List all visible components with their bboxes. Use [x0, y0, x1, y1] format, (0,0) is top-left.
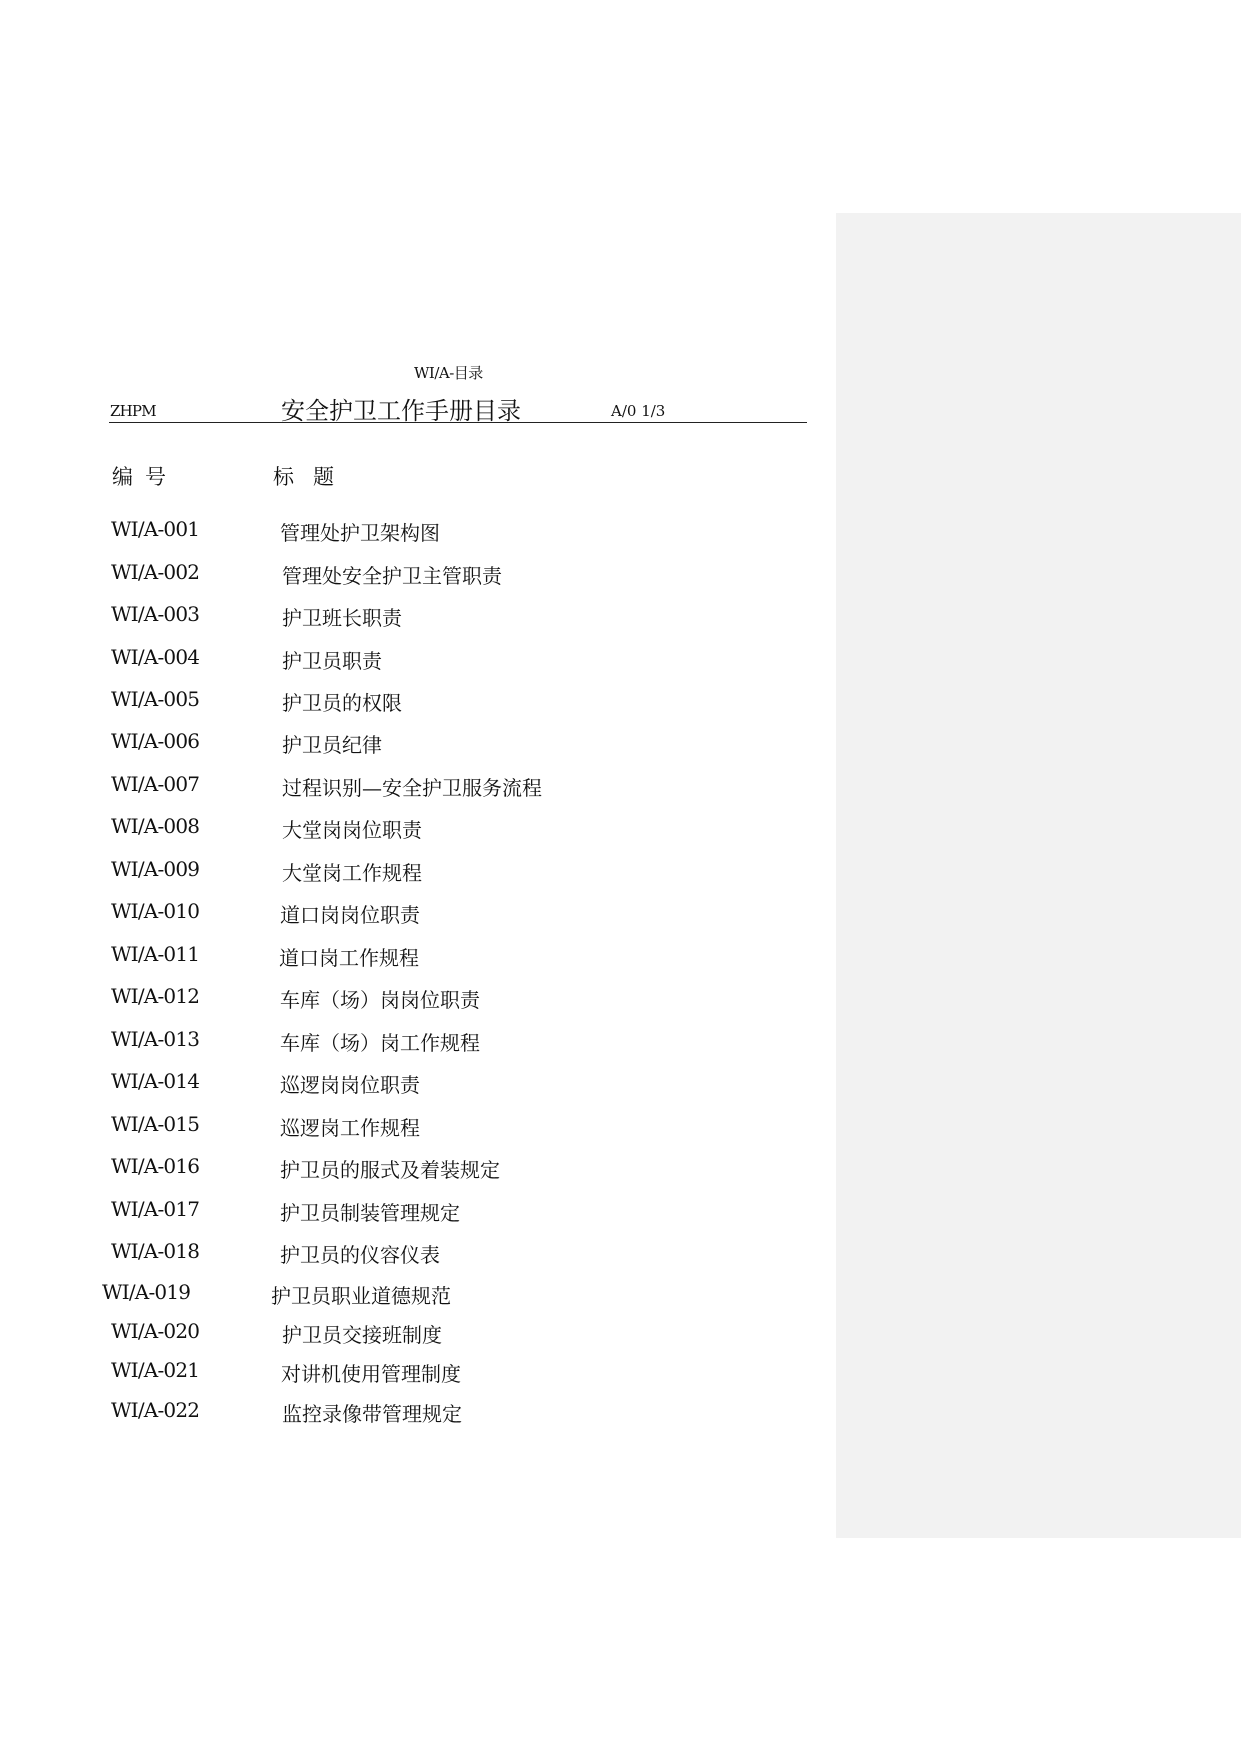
- toc-title: 巡逻岗工作规程: [280, 1116, 420, 1140]
- toc-title: 护卫员交接班制度: [282, 1323, 442, 1347]
- page-title: 安全护卫工作手册目录: [281, 397, 521, 425]
- toc-title: 过程识别—安全护卫服务流程: [282, 776, 542, 800]
- toc-title: 护卫员职责: [282, 649, 382, 673]
- toc-title: 对讲机使用管理制度: [281, 1362, 461, 1386]
- toc-title: 大堂岗工作规程: [282, 861, 422, 885]
- toc-code: WI/A-011: [111, 942, 200, 966]
- toc-code: WI/A-013: [111, 1027, 200, 1051]
- toc-code: WI/A-016: [111, 1154, 200, 1178]
- toc-code: WI/A-003: [111, 602, 200, 626]
- toc-code: WI/A-008: [111, 814, 200, 838]
- toc-code: WI/A-021: [111, 1358, 200, 1382]
- toc-title: 护卫班长职责: [282, 606, 402, 630]
- toc-code: WI/A-006: [111, 729, 200, 753]
- company-code: ZHPM: [110, 402, 156, 420]
- toc-title: 巡逻岗岗位职责: [280, 1073, 420, 1097]
- toc-title: 管理处安全护卫主管职责: [282, 564, 502, 588]
- document-header: [109, 388, 807, 423]
- toc-code: WI/A-015: [111, 1112, 200, 1136]
- toc-title: 管理处护卫架构图: [280, 521, 440, 545]
- toc-title: 监控录像带管理规定: [282, 1402, 462, 1426]
- toc-code: WI/A-002: [111, 560, 200, 584]
- column-header-number: 编号: [112, 465, 178, 489]
- comment-pane: [836, 213, 1241, 1538]
- toc-code: WI/A-020: [111, 1319, 200, 1343]
- toc-title: 护卫员的服式及着装规定: [280, 1158, 500, 1182]
- toc-code: WI/A-001: [111, 517, 200, 541]
- toc-code: WI/A-019: [102, 1280, 191, 1304]
- toc-title: 车库（场）岗工作规程: [280, 1031, 480, 1055]
- column-header-title: 标题: [273, 465, 353, 489]
- toc-title: 道口岗工作规程: [279, 946, 419, 970]
- toc-title: 车库（场）岗岗位职责: [280, 988, 480, 1012]
- toc-code: WI/A-017: [111, 1197, 200, 1221]
- toc-code: WI/A-012: [111, 984, 200, 1008]
- toc-code: WI/A-022: [111, 1398, 200, 1422]
- toc-code: WI/A-009: [111, 857, 200, 881]
- toc-title: 护卫员职业道德规范: [271, 1284, 451, 1308]
- toc-code: WI/A-010: [111, 899, 200, 923]
- toc-title: 护卫员的权限: [282, 691, 402, 715]
- toc-code: WI/A-007: [111, 772, 200, 796]
- toc-code: WI/A-005: [111, 687, 200, 711]
- document-code: WI/A-目录: [414, 364, 483, 382]
- toc-code: WI/A-018: [111, 1239, 200, 1263]
- toc-title: 道口岗岗位职责: [280, 903, 420, 927]
- toc-title: 大堂岗岗位职责: [282, 818, 422, 842]
- version-page: A/0 1/3: [611, 402, 666, 420]
- toc-title: 护卫员纪律: [282, 733, 382, 757]
- toc-title: 护卫员的仪容仪表: [280, 1243, 440, 1267]
- toc-title: 护卫员制装管理规定: [280, 1201, 460, 1225]
- toc-code: WI/A-004: [111, 645, 200, 669]
- toc-code: WI/A-014: [111, 1069, 200, 1093]
